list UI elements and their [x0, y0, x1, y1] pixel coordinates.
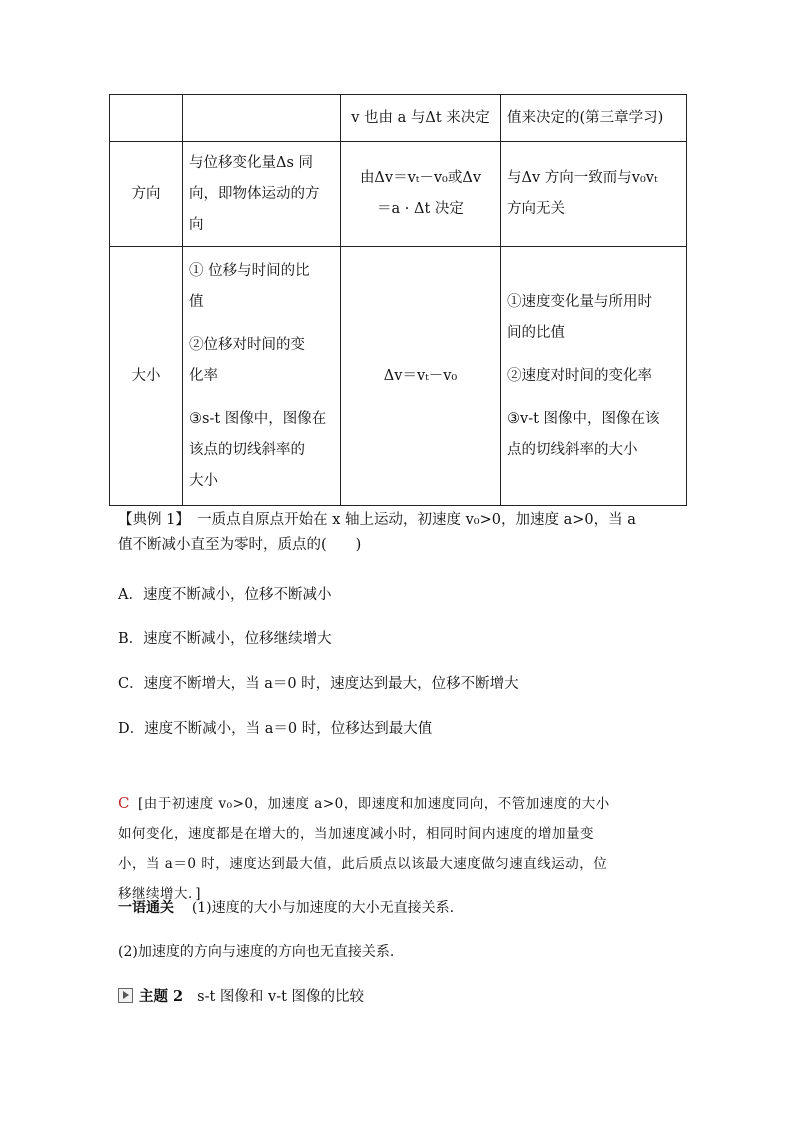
- table-cell: [501, 247, 687, 506]
- cell-line: 方向无关: [507, 201, 565, 217]
- summary-item: (1)速度的大小与加速度的大小无直接关系.: [191, 900, 455, 916]
- cell-line: 由Δv＝vₜ－v₀或Δv: [359, 170, 482, 186]
- summary-note: [118, 897, 688, 917]
- cell-line: 与Δv 方向一致而与v₀vₜ: [507, 170, 658, 186]
- cell-line: ① 位移与时间的比: [189, 262, 310, 279]
- table-cell: [501, 142, 687, 247]
- cell-line: 该点的切线斜率的: [189, 441, 305, 458]
- table-cell: [341, 142, 501, 247]
- table-row: [110, 247, 687, 506]
- answer-line: 如何变化，速度都是在增大的，当加速度减小时，相同时间内速度的增加量变: [118, 826, 594, 842]
- topic-label: 主题 2: [139, 988, 184, 1005]
- cell-line: 化率: [189, 367, 218, 384]
- answer-line: [118, 788, 688, 819]
- option-d: D．速度不断减小，当 a＝0 时，位移达到最大值: [118, 721, 433, 737]
- summary-label: 一语通关: [118, 900, 174, 916]
- cell-line: ②位移对时间的变: [189, 336, 305, 353]
- example-question: [118, 508, 688, 558]
- example-line: 【典例 1】 一质点自原点开始在 x 轴上运动，初速度 v₀>0，加速度 a>0，当 a: [118, 512, 636, 528]
- answer-line: 小，当 a＝0 时，速度达到最大值，此后质点以该最大速度做匀速直线运动，位: [118, 856, 608, 872]
- table-cell: [183, 247, 341, 506]
- topic-title: s-t 图像和 v-t 图像的比较: [197, 989, 365, 1005]
- cell-line: ③v-t 图像中，图像在该: [507, 410, 660, 427]
- example-line: 值不断减小直至为零时，质点的( ): [118, 537, 362, 553]
- table-cell: [183, 142, 341, 247]
- row-label-direction: 方向: [110, 142, 183, 247]
- table-cell: [110, 95, 183, 142]
- option-a: A．速度不断减小，位移不断减小: [118, 587, 332, 603]
- answer-line: 移继续增大．]: [118, 886, 202, 902]
- row-label-magnitude: 大小: [110, 247, 183, 506]
- option-c: C．速度不断增大，当 a＝0 时，速度达到最大，位移不断增大: [118, 676, 519, 692]
- table-cell: [183, 95, 341, 142]
- cell-line: 与位移变化量Δs 同: [189, 154, 314, 171]
- answer-letter: C: [118, 794, 130, 812]
- cell-line: 值: [189, 293, 204, 310]
- cell-line: 大小: [189, 472, 218, 489]
- table-cell: Δv＝vₜ－v₀: [341, 247, 501, 506]
- cell-line: 间的比值: [507, 324, 565, 341]
- topic-heading: [118, 985, 688, 1006]
- table-row: [110, 95, 687, 142]
- summary-item: (2)加速度的方向与速度的方向也无直接关系.: [118, 944, 395, 960]
- cell-line: ③s-t 图像中，图像在: [189, 410, 327, 427]
- table-row: [110, 142, 687, 247]
- comparison-table: [109, 94, 687, 506]
- answer-text: [由于初速度 v₀>0，加速度 a>0，即速度和加速度同向，不管加速度的大小: [137, 796, 610, 812]
- cell-line: ②速度对时间的变化率: [507, 367, 652, 384]
- cell-line: 向，即物体运动的方: [189, 185, 320, 202]
- cell-line: ①速度变化量与所用时: [507, 293, 652, 310]
- cell-line: 向: [189, 216, 204, 233]
- table-cell: 值来决定的(第三章学习): [501, 95, 687, 142]
- cell-line: ＝a · Δt 决定: [377, 201, 464, 217]
- play-arrow-icon: [118, 988, 133, 1003]
- table-cell: v 也由 a 与Δt 来决定: [341, 95, 501, 142]
- cell-line: 点的切线斜率的大小: [507, 441, 638, 458]
- option-b: B．速度不断减小，位移继续增大: [118, 631, 332, 647]
- answer-explanation: [118, 788, 688, 909]
